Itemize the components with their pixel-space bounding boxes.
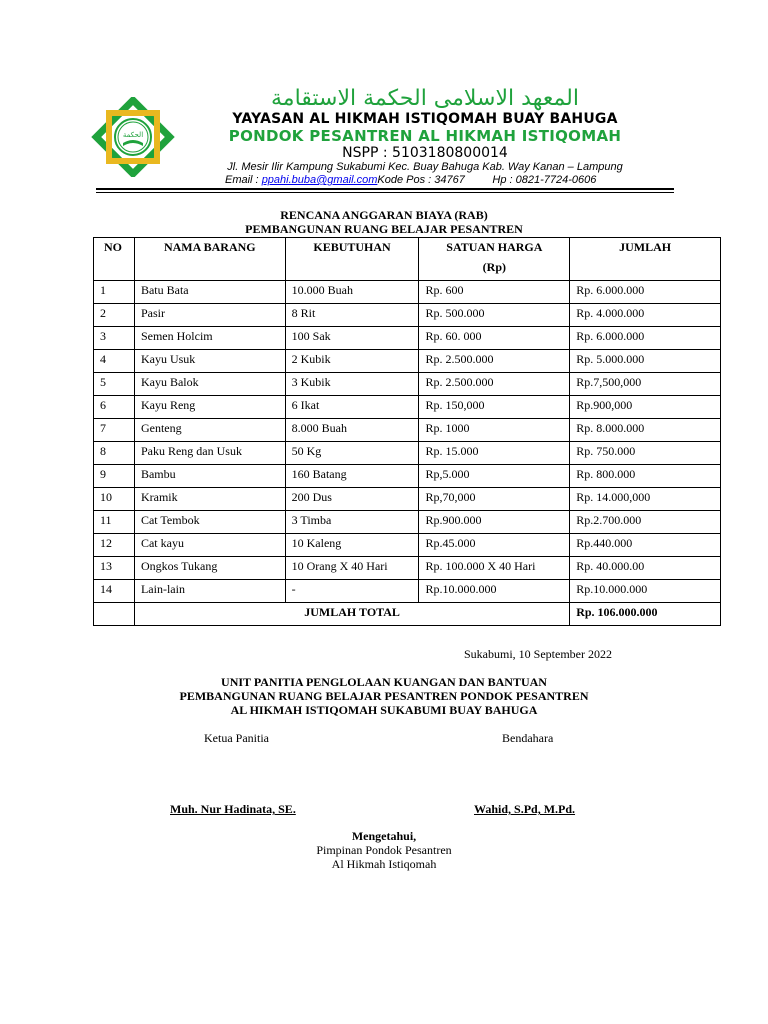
row-need: 8 Rit bbox=[285, 304, 419, 327]
table-row bbox=[94, 350, 721, 373]
row-unit-price: Rp.10.000.000 bbox=[419, 580, 570, 603]
document-title bbox=[150, 208, 618, 236]
row-no: 8 bbox=[94, 442, 135, 465]
row-total: Rp. 6.000.000 bbox=[570, 327, 721, 350]
row-total: Rp. 14.000,000 bbox=[570, 488, 721, 511]
row-total: Rp.2.700.000 bbox=[570, 511, 721, 534]
table-row bbox=[94, 327, 721, 350]
row-no: 11 bbox=[94, 511, 135, 534]
table-row bbox=[94, 419, 721, 442]
nspp-number: NSPP : 5103180800014 bbox=[342, 145, 508, 161]
phone-number: Hp : 0821-7724-0606 bbox=[492, 174, 597, 186]
document-date: Sukabumi, 10 September 2022 bbox=[464, 647, 612, 661]
acknowledged-label: Mengetahui, bbox=[351, 829, 417, 843]
row-total: Rp. 5.000.000 bbox=[570, 350, 721, 373]
email-link[interactable]: ppahi.buba@gmail.com bbox=[261, 174, 378, 186]
total-label: JUMLAH TOTAL bbox=[134, 603, 569, 626]
row-need: 2 Kubik bbox=[285, 350, 419, 373]
table-row bbox=[94, 373, 721, 396]
name-treasurer: Wahid, S.Pd, M.Pd. bbox=[474, 802, 576, 816]
postal-code: Kode Pos : 34767 bbox=[377, 174, 465, 186]
row-unit-price: Rp.45.000 bbox=[419, 534, 570, 557]
row-need: 6 Ikat bbox=[285, 396, 419, 419]
header-unit-price-label: SATUAN HARGA bbox=[446, 240, 543, 254]
row-total: Rp. 4.000.000 bbox=[570, 304, 721, 327]
header-unit-price bbox=[419, 238, 570, 281]
acknowledgement-block bbox=[234, 829, 534, 871]
table-row bbox=[94, 304, 721, 327]
title-line-1: RENCANA ANGGARAN BIAYA (RAB) bbox=[280, 208, 488, 222]
row-unit-price: Rp. 100.000 X 40 Hari bbox=[419, 557, 570, 580]
address: Jl. Mesir Ilir Kampung Sukabumi Kec. Buay Bahuga Kab. Way Kanan – Lampung bbox=[227, 161, 623, 173]
row-unit-price: Rp,70,000 bbox=[419, 488, 570, 511]
header-unit-price-sub: (Rp) bbox=[482, 260, 507, 274]
row-unit-price: Rp. 150,000 bbox=[419, 396, 570, 419]
table-row bbox=[94, 534, 721, 557]
role-chair: Ketua Panitia bbox=[204, 731, 269, 745]
row-total: Rp. 40.000.00 bbox=[570, 557, 721, 580]
row-no: 12 bbox=[94, 534, 135, 557]
row-item: Kayu Usuk bbox=[134, 350, 285, 373]
row-item: Kayu Reng bbox=[134, 396, 285, 419]
header-no: NO bbox=[94, 238, 135, 281]
table-row bbox=[94, 511, 721, 534]
letterhead-divider-thick bbox=[96, 188, 674, 190]
table-row bbox=[94, 396, 721, 419]
arabic-institution-name: المعهد الاسلامى الحكمة الاستقامة bbox=[271, 86, 579, 111]
pesantren-logo bbox=[90, 97, 176, 177]
row-no: 6 bbox=[94, 396, 135, 419]
row-item: Cat Tembok bbox=[134, 511, 285, 534]
row-item: Batu Bata bbox=[134, 281, 285, 304]
row-need: - bbox=[285, 580, 419, 603]
row-no: 5 bbox=[94, 373, 135, 396]
committee-line-3: AL HIKMAH ISTIQOMAH SUKABUMI BUAY BAHUGA bbox=[230, 703, 538, 717]
row-no: 14 bbox=[94, 580, 135, 603]
row-unit-price: Rp. 2.500.000 bbox=[419, 350, 570, 373]
table-row bbox=[94, 281, 721, 304]
row-item: Kramik bbox=[134, 488, 285, 511]
row-no: 2 bbox=[94, 304, 135, 327]
row-unit-price: Rp,5.000 bbox=[419, 465, 570, 488]
title-line-2: PEMBANGUNAN RUANG BELAJAR PESANTREN bbox=[245, 222, 523, 236]
foundation-name: YAYASAN AL HIKMAH ISTIQOMAH BUAY BAHUGA bbox=[232, 111, 618, 127]
row-item: Lain-lain bbox=[134, 580, 285, 603]
row-total: Rp.10.000.000 bbox=[570, 580, 721, 603]
row-no: 10 bbox=[94, 488, 135, 511]
table-row bbox=[94, 442, 721, 465]
row-need: 8.000 Buah bbox=[285, 419, 419, 442]
row-unit-price: Rp. 60. 000 bbox=[419, 327, 570, 350]
row-need: 3 Kubik bbox=[285, 373, 419, 396]
row-no: 13 bbox=[94, 557, 135, 580]
row-need: 50 Kg bbox=[285, 442, 419, 465]
header-item: NAMA BARANG bbox=[134, 238, 285, 281]
row-need: 100 Sak bbox=[285, 327, 419, 350]
row-item: Kayu Balok bbox=[134, 373, 285, 396]
row-item: Genteng bbox=[134, 419, 285, 442]
total-row bbox=[94, 603, 721, 626]
committee-line-1: UNIT PANITIA PENGLOLAAN KUANGAN DAN BANTUAN bbox=[221, 675, 547, 689]
header-total: JUMLAH bbox=[570, 238, 721, 281]
grand-total: Rp. 106.000.000 bbox=[570, 603, 721, 626]
table-row bbox=[94, 465, 721, 488]
row-need: 10.000 Buah bbox=[285, 281, 419, 304]
committee-line-2: PEMBANGUNAN RUANG BELAJAR PESANTREN PONDOK PESANTREN bbox=[179, 689, 589, 703]
row-unit-price: Rp. 1000 bbox=[419, 419, 570, 442]
table-header-row bbox=[94, 238, 721, 281]
row-no: 3 bbox=[94, 327, 135, 350]
table-row bbox=[94, 488, 721, 511]
table-row bbox=[94, 580, 721, 603]
row-item: Pasir bbox=[134, 304, 285, 327]
contact-line bbox=[225, 174, 596, 186]
row-unit-price: Rp. 600 bbox=[419, 281, 570, 304]
row-total: Rp. 750.000 bbox=[570, 442, 721, 465]
row-total: Rp.7,500,000 bbox=[570, 373, 721, 396]
svg-text:الحكمة: الحكمة bbox=[122, 131, 144, 139]
row-no: 9 bbox=[94, 465, 135, 488]
row-need: 10 Orang X 40 Hari bbox=[285, 557, 419, 580]
row-unit-price: Rp. 2.500.000 bbox=[419, 373, 570, 396]
row-item: Semen Holcim bbox=[134, 327, 285, 350]
letterhead-divider-thin bbox=[96, 192, 674, 193]
name-chair: Muh. Nur Hadinata, SE. bbox=[170, 802, 296, 816]
row-total: Rp. 8.000.000 bbox=[570, 419, 721, 442]
row-total: Rp.900,000 bbox=[570, 396, 721, 419]
committee-title bbox=[134, 675, 634, 717]
row-need: 200 Dus bbox=[285, 488, 419, 511]
row-need: 10 Kaleng bbox=[285, 534, 419, 557]
budget-table bbox=[93, 237, 721, 626]
row-no: 1 bbox=[94, 281, 135, 304]
row-total: Rp. 800.000 bbox=[570, 465, 721, 488]
school-name: PONDOK PESANTREN AL HIKMAH ISTIQOMAH bbox=[228, 127, 622, 145]
header-need: KEBUTUHAN bbox=[285, 238, 419, 281]
row-no: 4 bbox=[94, 350, 135, 373]
role-treasurer: Bendahara bbox=[502, 731, 554, 745]
total-row-no bbox=[94, 603, 135, 626]
leader-line-1: Pimpinan Pondok Pesantren bbox=[316, 843, 452, 857]
row-need: 3 Timba bbox=[285, 511, 419, 534]
email-label: Email : bbox=[225, 174, 262, 186]
row-unit-price: Rp.900.000 bbox=[419, 511, 570, 534]
row-total: Rp. 6.000.000 bbox=[570, 281, 721, 304]
row-item: Paku Reng dan Usuk bbox=[134, 442, 285, 465]
row-total: Rp.440.000 bbox=[570, 534, 721, 557]
leader-line-2: Al Hikmah Istiqomah bbox=[331, 857, 437, 871]
table-row bbox=[94, 557, 721, 580]
row-unit-price: Rp. 500.000 bbox=[419, 304, 570, 327]
row-need: 160 Batang bbox=[285, 465, 419, 488]
row-no: 7 bbox=[94, 419, 135, 442]
row-item: Cat kayu bbox=[134, 534, 285, 557]
row-item: Bambu bbox=[134, 465, 285, 488]
row-item: Ongkos Tukang bbox=[134, 557, 285, 580]
row-unit-price: Rp. 15.000 bbox=[419, 442, 570, 465]
